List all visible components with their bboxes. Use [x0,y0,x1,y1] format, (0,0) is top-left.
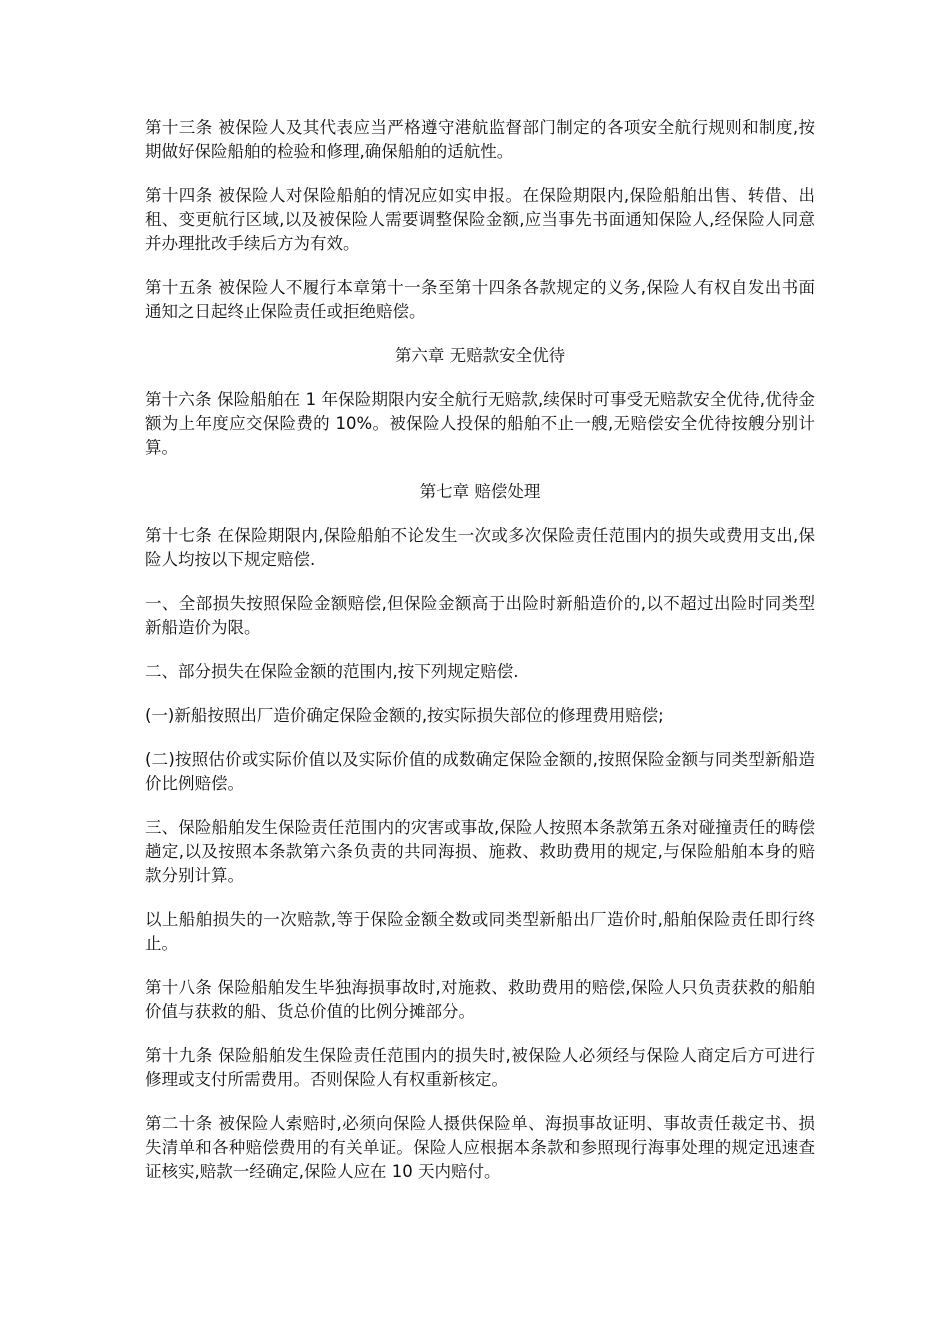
article-16: 第十六条 保险船舶在 1 年保险期限内安全航行无赔款,续保时可事受无赔款安全优待,优待金额为上年度应交保险费的 10%。被保险人投保的船舶不止一艘,无赔偿安全优待按艘分别计算。 [145,390,815,457]
article-14: 第十四条 被保险人对保险船舶的情况应如实申报。在保险期限内,保险船舶出售、转借、出租、变更航行区域,以及被保险人需要调整保险金额,应当事先书面通知保险人,经保险人同意并办理批改手续后方为有效。 [145,186,815,253]
chapter-6-heading: 第六章 无赔款安全优待 [394,346,566,365]
article-19: 第十九条 保险船舶发生保险责任范围内的损失时,被保险人必须经与保险人商定后方可进行修理或支付所需费用。否则保险人有权重新核定。 [145,1046,815,1089]
article-17-item-2: 二、部分损失在保险金额的范围内,按下列规定赔偿. [145,662,519,681]
article-17: 第十七条 在保险期限内,保险船舶不论发生一次或多次保险责任范围内的损失或费用支出,保险人均按以下规定赔偿. [145,526,815,569]
article-17-item-1: 一、全部损失按照保险金额赔偿,但保险金额高于出险时新船造价的,以不超过出险时同类型新船造价为限。 [145,594,815,637]
article-17-closing: 以上船舶损失的一次赔款,等于保险金额全数或同类型新船出厂造价时,船舶保险责任即行终止。 [145,910,815,953]
article-17-item-2-sub-2: (二)按照估价或实际价值以及实际价值的成数确定保险金额的,按照保险金额与同类型新船造价比例赔偿。 [145,750,815,793]
article-17-item-3: 三、保险船舶发生保险责任范围内的灾害或事故,保险人按照本条款第五条对碰撞责任的畴偿趟定,以及按照本条款第六条负责的共同海损、施救、救助费用的规定,与保险船舶本身的赔款分别计算。 [145,818,815,885]
article-18: 第十八条 保险船舶发生毕独海损事故时,对施救、救助费用的赔偿,保险人只负责获救的船舶价值与获救的船、货总价值的比例分摊部分。 [145,978,815,1021]
chapter-7-heading: 第七章 赔偿处理 [419,482,541,501]
article-13: 第十三条 被保险人及其代表应当严格遵守港航监督部门制定的各项安全航行规则和制度,按期做好保险船舶的检验和修理,确保船舶的适航性。 [145,118,815,161]
document-page [145,116,815,1204]
article-15: 第十五条 被保险人不履行本章第十一条至第十四条各款规定的义务,保险人有权自发出书面通知之日起终止保险责任或拒绝赔偿。 [145,278,815,321]
article-17-item-2-sub-1: (一)新船按照出厂造价确定保险金额的,按实际损失部位的修理费用赔偿; [145,706,664,725]
article-20: 第二十条 被保险人索赔时,必须向保险人摄供保险单、海损事故证明、事故责任裁定书、损失清单和各种赔偿费用的有关单证。保险人应根据本条款和参照现行海事处理的规定迅速查证核实,赔款一经确定,保险人应在 10 天内赔付。 [145,1114,815,1181]
